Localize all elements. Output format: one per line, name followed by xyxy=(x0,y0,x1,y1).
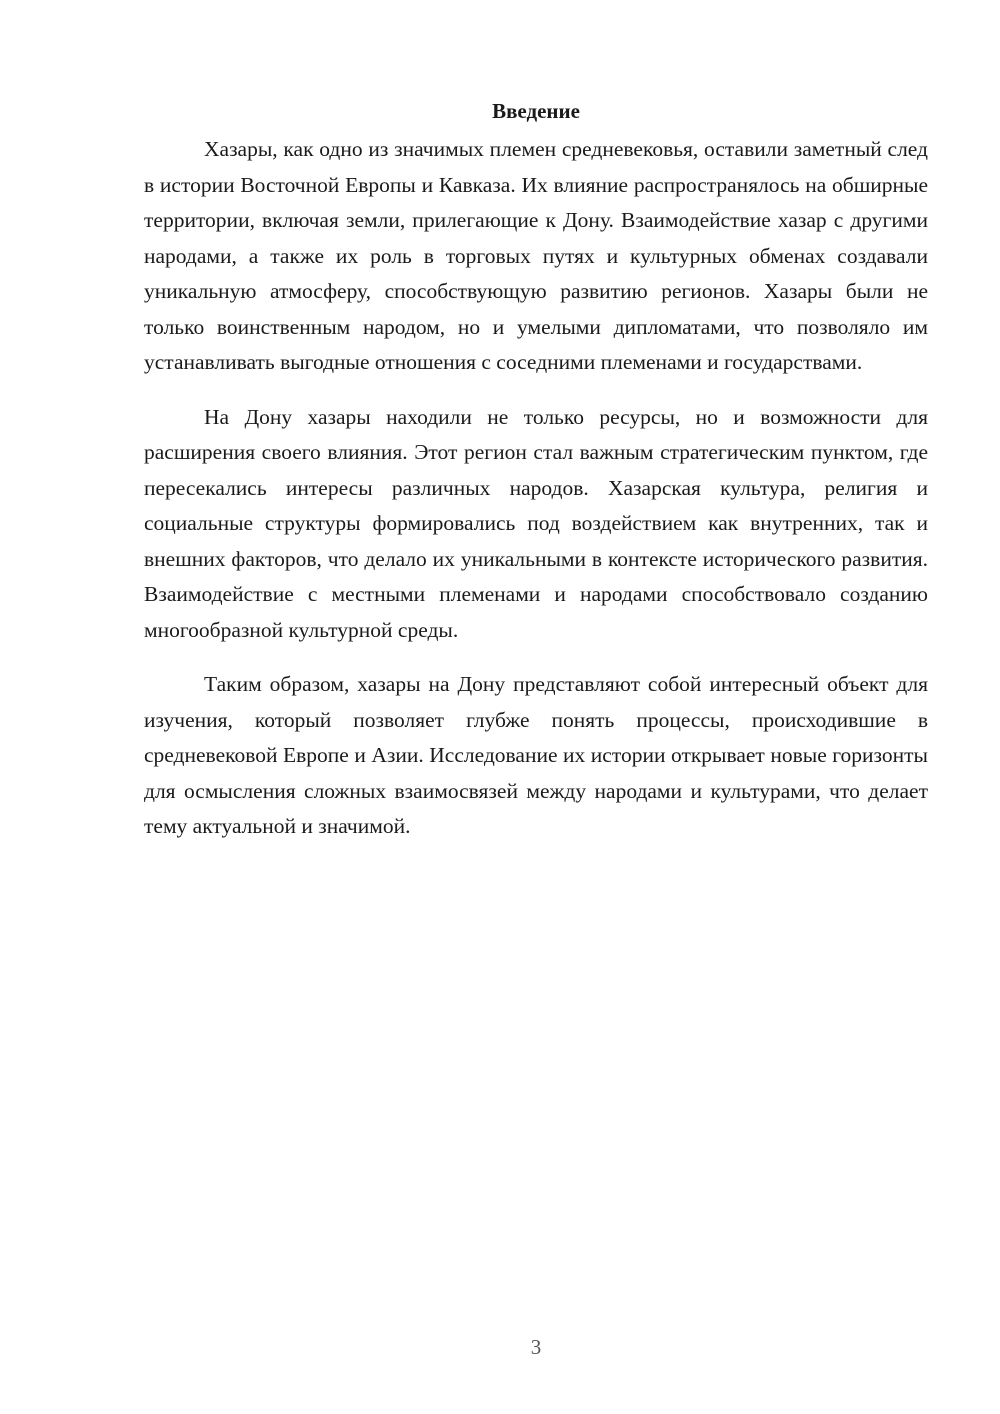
page-number: 3 xyxy=(530,1335,542,1359)
paragraph-2: На Дону хазары находили не только ресурсы, но и возможности для расширения своего влияния. Этот регион стал важным стратегическим пунктом, где пересекались интересы различных народов. Хазарская культура, религия и социальные структуры формировались под воздействием как внутренних, так и внешних факторов, что делало их уникальными в контексте исторического развития. Взаимодействие с местными племенами и народами способствовало созданию многообразной культурной среды. xyxy=(144,404,928,642)
paragraph-1: Хазары, как одно из значимых племен средневековья, оставили заметный след в истории Восточной Европы и Кавказа. Их влияние распространялось на обширные территории, включая земли, прилегающие к Дону. Взаимодействие хазар с другими народами, а также их роль в торговых путях и культурных обменах создавали уникальную атмосферу, способствующую развитию регионов. Хазары были не только воинственным народом, но и умелыми дипломатами, что позволяло им устанавливать выгодные отношения с соседними племенами и государствами. xyxy=(144,137,928,374)
page-content xyxy=(144,96,928,864)
page-title: Введение xyxy=(492,99,580,123)
paragraph-3: Таким образом, хазары на Дону представляют собой интересный объект для изучения, который позволяет глубже понять процессы, происходившие в средневековой Европе и Азии. Исследование их истории открывает новые горизонты для осмысления сложных взаимосвязей между народами и культурами, что делает тему актуальной и значимой. xyxy=(144,672,928,838)
